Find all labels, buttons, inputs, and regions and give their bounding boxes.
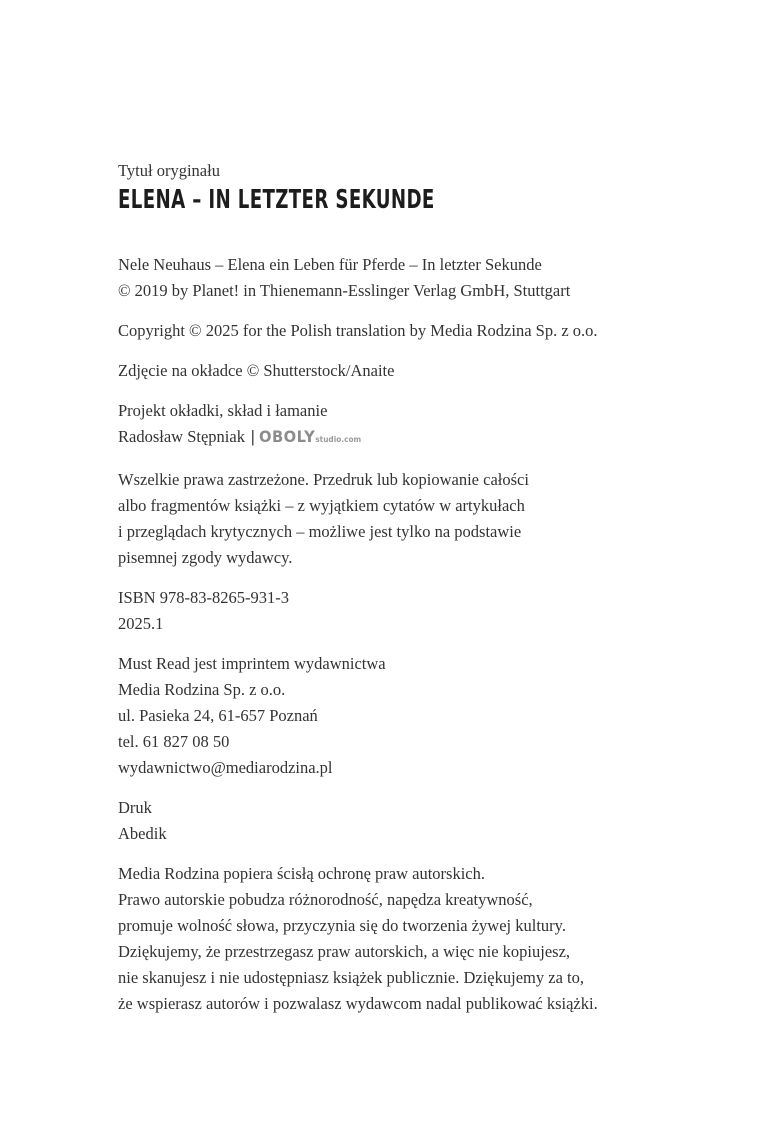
studio-logo-suffix: studio.com (314, 435, 361, 444)
rights-notice-section (118, 467, 680, 571)
cover-photo-credit-line: Zdjęcie na okładce © Shutterstock/Anaite (118, 361, 395, 380)
cover-photo-credit-section (118, 358, 680, 384)
studio-logo-text: OBOLY (258, 427, 315, 446)
publisher-phone-line: tel. 61 827 08 50 (118, 732, 230, 751)
edition-number: 2025.1 (118, 614, 164, 633)
source-edition-line: Nele Neuhaus – Elena ein Leben für Pferde – In letzter Sekunde (118, 255, 542, 274)
publisher-section (118, 651, 680, 781)
source-edition-line: © 2019 by Planet! in Thienemann-Esslinger Verlag GmbH, Stuttgart (118, 281, 571, 300)
designer-name: Radosław Stępniak (118, 427, 245, 446)
designer-line (118, 424, 680, 453)
publisher-email-line: wydawnictwo@mediarodzina.pl (118, 758, 333, 777)
publisher-name-line: Media Rodzina Sp. z o.o. (118, 680, 286, 699)
pipe-separator: | (250, 427, 255, 446)
copyright-appeal-line: nie skanujesz i nie udostępniasz książek publicznie. Dziękujemy za to, (118, 968, 584, 987)
isbn-number: ISBN 978-83-8265-931-3 (118, 588, 289, 607)
rights-notice-line: i przeglądach krytycznych – możliwe jest tylko na podstawie (118, 522, 522, 541)
original-title-section (118, 158, 680, 216)
printer-name: Abedik (118, 824, 167, 843)
copyright-appeal-line: Media Rodzina popiera ścisłą ochronę praw autorskich. (118, 864, 486, 883)
print-label: Druk (118, 798, 152, 817)
copyright-appeal-line: że wspierasz autorów i pozwalasz wydawcom nadal publikować książki. (118, 994, 598, 1013)
publisher-address-line: ul. Pasieka 24, 61-657 Poznań (118, 706, 318, 725)
copyright-appeal-section (118, 861, 680, 1017)
source-edition-section (118, 252, 680, 304)
rights-notice-line: albo fragmentów książki – z wyjątkiem cytatów w artykułach (118, 496, 525, 515)
rights-notice-line: Wszelkie prawa zastrzeżone. Przedruk lub kopiowanie całości (118, 470, 529, 489)
studio-logo (259, 424, 361, 453)
original-book-title: ELENA – IN LETZTER SEKUNDE (118, 185, 435, 215)
isbn-section (118, 585, 680, 637)
translation-copyright-section (118, 318, 680, 344)
translation-copyright-line: Copyright © 2025 for the Polish translation by Media Rodzina Sp. z o.o. (118, 321, 598, 340)
design-section (118, 398, 680, 453)
copyright-appeal-line: Dziękujemy, że przestrzegasz praw autorskich, a więc nie kopiujesz, (118, 942, 571, 961)
publisher-imprint-line: Must Read jest imprintem wydawnictwa (118, 654, 386, 673)
original-title-wrap (118, 184, 680, 216)
print-section (118, 795, 680, 847)
rights-notice-line: pisemnej zgody wydawcy. (118, 548, 293, 567)
copyright-appeal-line: Prawo autorskie pobudza różnorodność, napędza kreatywność, (118, 890, 533, 909)
copyright-appeal-line: promuje wolność słowa, przyczynia się do tworzenia żywej kultury. (118, 916, 566, 935)
original-title-label: Tytuł oryginału (118, 161, 220, 180)
design-label: Projekt okładki, skład i łamanie (118, 401, 328, 420)
